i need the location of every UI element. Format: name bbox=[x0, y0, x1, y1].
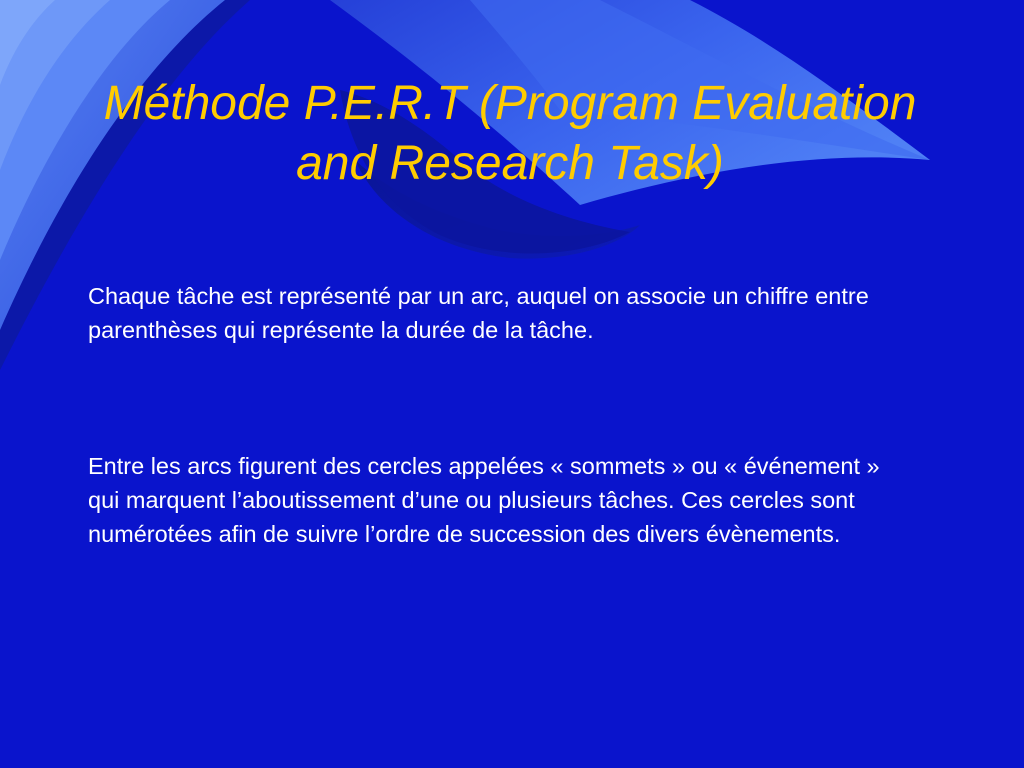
slide-title: Méthode P.E.R.T (Program Evaluation and Research Task) bbox=[103, 77, 917, 190]
body-paragraph-2: Entre les arcs figurent des cercles appelées « sommets » ou « événement » qui marquent l’aboutissement d’une ou plusieurs tâches. Ces cercles sont numérotées afin de suivre l’ordre de succession des divers évènements. bbox=[88, 453, 880, 547]
body-paragraph-1: Chaque tâche est représenté par un arc, auquel on associe un chiffre entre parenthèses qui représente la durée de la tâche. bbox=[88, 283, 869, 343]
